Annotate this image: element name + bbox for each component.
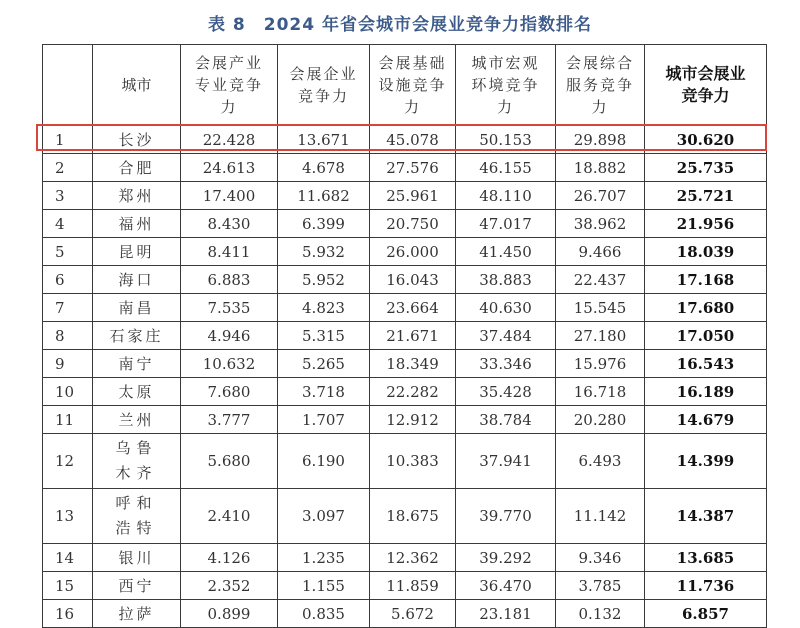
- infrastructure-cell: 21.671: [370, 322, 456, 350]
- infrastructure-cell: 27.576: [370, 154, 456, 182]
- city-competitiveness-cell: 21.956: [645, 210, 767, 238]
- industry-professional-cell: 3.777: [181, 406, 278, 434]
- city-cell: 南宁: [93, 350, 181, 378]
- enterprise-cell: 0.835: [278, 600, 370, 628]
- macro-environment-cell: 41.450: [456, 238, 556, 266]
- comprehensive-service-cell: 15.976: [556, 350, 645, 378]
- enterprise-cell: 5.315: [278, 322, 370, 350]
- enterprise-cell: 5.952: [278, 266, 370, 294]
- comprehensive-service-cell: 27.180: [556, 322, 645, 350]
- macro-environment-cell: 39.292: [456, 544, 556, 572]
- city-cell: 合肥: [93, 154, 181, 182]
- city-cell: 乌鲁木齐: [93, 434, 181, 489]
- rank-cell: 2: [43, 154, 93, 182]
- highlight-box: [36, 124, 767, 151]
- macro-environment-cell: 39.770: [456, 489, 556, 544]
- infrastructure-cell: 11.859: [370, 572, 456, 600]
- industry-professional-cell: 24.613: [181, 154, 278, 182]
- header-infrastructure-label: 会展基础设施竞争力: [378, 54, 447, 116]
- comprehensive-service-cell: 38.962: [556, 210, 645, 238]
- industry-professional-cell: 4.126: [181, 544, 278, 572]
- macro-environment-cell: 38.883: [456, 266, 556, 294]
- enterprise-cell: 11.682: [278, 182, 370, 210]
- table-row: [43, 572, 767, 600]
- city-cell: 石家庄: [93, 322, 181, 350]
- rank-cell: 16: [43, 600, 93, 628]
- enterprise-cell: 6.399: [278, 210, 370, 238]
- enterprise-cell: 1.235: [278, 544, 370, 572]
- enterprise-cell: 5.932: [278, 238, 370, 266]
- header-enterprise: [278, 45, 370, 126]
- city-competitiveness-cell: 14.679: [645, 406, 767, 434]
- enterprise-cell: 4.678: [278, 154, 370, 182]
- rank-cell: 10: [43, 378, 93, 406]
- infrastructure-cell: 16.043: [370, 266, 456, 294]
- macro-environment-cell: 40.630: [456, 294, 556, 322]
- industry-professional-cell: 22.428: [181, 126, 278, 154]
- header-rank: [43, 45, 93, 126]
- infrastructure-cell: 23.664: [370, 294, 456, 322]
- city-cell: 海口: [93, 266, 181, 294]
- enterprise-cell: 1.155: [278, 572, 370, 600]
- header-comprehensive-service-label: 会展综合服务竞争力: [565, 54, 634, 116]
- macro-environment-cell: 50.153: [456, 126, 556, 154]
- infrastructure-cell: 26.000: [370, 238, 456, 266]
- macro-environment-cell: 38.784: [456, 406, 556, 434]
- table-row: [43, 322, 767, 350]
- rank-cell: 1: [43, 126, 93, 154]
- table-row: [43, 544, 767, 572]
- rank-cell: 11: [43, 406, 93, 434]
- rank-cell: 14: [43, 544, 93, 572]
- infrastructure-cell: 18.675: [370, 489, 456, 544]
- rank-cell: 8: [43, 322, 93, 350]
- comprehensive-service-cell: 20.280: [556, 406, 645, 434]
- city-cell: 长沙: [93, 126, 181, 154]
- macro-environment-cell: 47.017: [456, 210, 556, 238]
- city-cell: 拉萨: [93, 600, 181, 628]
- city-competitiveness-cell: 16.189: [645, 378, 767, 406]
- city-competitiveness-cell: 18.039: [645, 238, 767, 266]
- rank-cell: 6: [43, 266, 93, 294]
- enterprise-cell: 13.671: [278, 126, 370, 154]
- industry-professional-cell: 4.946: [181, 322, 278, 350]
- table-row: [43, 182, 767, 210]
- comprehensive-service-cell: 9.466: [556, 238, 645, 266]
- table-row: [43, 378, 767, 406]
- table-row: [43, 266, 767, 294]
- header-industry-professional-label: 会展产业专业竞争力: [194, 54, 263, 116]
- macro-environment-cell: 46.155: [456, 154, 556, 182]
- table-row: [43, 434, 767, 489]
- header-city-label: 城市: [121, 76, 152, 94]
- rank-cell: 13: [43, 489, 93, 544]
- infrastructure-cell: 45.078: [370, 126, 456, 154]
- comprehensive-service-cell: 3.785: [556, 572, 645, 600]
- industry-professional-cell: 2.352: [181, 572, 278, 600]
- macro-environment-cell: 23.181: [456, 600, 556, 628]
- city-competitiveness-cell: 30.620: [645, 126, 767, 154]
- city-competitiveness-cell: 11.736: [645, 572, 767, 600]
- macro-environment-cell: 48.110: [456, 182, 556, 210]
- industry-professional-cell: 8.430: [181, 210, 278, 238]
- macro-environment-cell: 37.484: [456, 322, 556, 350]
- table-row: [43, 406, 767, 434]
- city-competitiveness-cell: 14.399: [645, 434, 767, 489]
- city-cell: 兰州: [93, 406, 181, 434]
- city-cell: 昆明: [93, 238, 181, 266]
- header-enterprise-label: 会展企业竞争力: [289, 65, 358, 105]
- table-row: [43, 238, 767, 266]
- comprehensive-service-cell: 9.346: [556, 544, 645, 572]
- industry-professional-cell: 5.680: [181, 434, 278, 489]
- comprehensive-service-cell: 15.545: [556, 294, 645, 322]
- table-row: [43, 294, 767, 322]
- city-cell: 呼和浩特: [93, 489, 181, 544]
- comprehensive-service-cell: 11.142: [556, 489, 645, 544]
- comprehensive-service-cell: 18.882: [556, 154, 645, 182]
- enterprise-cell: 3.097: [278, 489, 370, 544]
- macro-environment-cell: 35.428: [456, 378, 556, 406]
- industry-professional-cell: 7.535: [181, 294, 278, 322]
- city-cell: 西宁: [93, 572, 181, 600]
- industry-professional-cell: 0.899: [181, 600, 278, 628]
- header-macro-environment: [456, 45, 556, 126]
- industry-professional-cell: 8.411: [181, 238, 278, 266]
- city-competitiveness-cell: 13.685: [645, 544, 767, 572]
- infrastructure-cell: 25.961: [370, 182, 456, 210]
- city-cell: 福州: [93, 210, 181, 238]
- table-row: [43, 210, 767, 238]
- city-competitiveness-cell: 16.543: [645, 350, 767, 378]
- comprehensive-service-cell: 26.707: [556, 182, 645, 210]
- infrastructure-cell: 22.282: [370, 378, 456, 406]
- macro-environment-cell: 37.941: [456, 434, 556, 489]
- city-competitiveness-cell: 17.680: [645, 294, 767, 322]
- infrastructure-cell: 18.349: [370, 350, 456, 378]
- header-industry-professional: [181, 45, 278, 126]
- macro-environment-cell: 33.346: [456, 350, 556, 378]
- header-macro-environment-label: 城市宏观环境竞争力: [471, 54, 540, 116]
- infrastructure-cell: 12.362: [370, 544, 456, 572]
- enterprise-cell: 3.718: [278, 378, 370, 406]
- enterprise-cell: 4.823: [278, 294, 370, 322]
- rank-cell: 12: [43, 434, 93, 489]
- industry-professional-cell: 10.632: [181, 350, 278, 378]
- macro-environment-cell: 36.470: [456, 572, 556, 600]
- city-cell: 太原: [93, 378, 181, 406]
- city-competitiveness-cell: 17.168: [645, 266, 767, 294]
- header-row: [43, 45, 767, 126]
- header-infrastructure: [370, 45, 456, 126]
- industry-professional-cell: 2.410: [181, 489, 278, 544]
- city-competitiveness-cell: 14.387: [645, 489, 767, 544]
- rank-cell: 3: [43, 182, 93, 210]
- table-row: [43, 489, 767, 544]
- table-body: [43, 126, 767, 628]
- rank-cell: 4: [43, 210, 93, 238]
- infrastructure-cell: 5.672: [370, 600, 456, 628]
- header-city-competitiveness: [645, 45, 767, 126]
- comprehensive-service-cell: 29.898: [556, 126, 645, 154]
- rank-cell: 5: [43, 238, 93, 266]
- city-cell: 郑州: [93, 182, 181, 210]
- comprehensive-service-cell: 16.718: [556, 378, 645, 406]
- city-competitiveness-cell: 25.735: [645, 154, 767, 182]
- city-competitiveness-cell: 17.050: [645, 322, 767, 350]
- comprehensive-service-cell: 6.493: [556, 434, 645, 489]
- rank-cell: 7: [43, 294, 93, 322]
- rank-cell: 15: [43, 572, 93, 600]
- industry-professional-cell: 6.883: [181, 266, 278, 294]
- city-competitiveness-cell: 25.721: [645, 182, 767, 210]
- table-row: [43, 350, 767, 378]
- city-competitiveness-cell: 6.857: [645, 600, 767, 628]
- header-comprehensive-service: [556, 45, 645, 126]
- comprehensive-service-cell: 0.132: [556, 600, 645, 628]
- enterprise-cell: 1.707: [278, 406, 370, 434]
- table-title: 表 8 2024 年省会城市会展业竞争力指数排名: [208, 15, 592, 35]
- industry-professional-cell: 7.680: [181, 378, 278, 406]
- rank-cell: 9: [43, 350, 93, 378]
- infrastructure-cell: 20.750: [370, 210, 456, 238]
- comprehensive-service-cell: 22.437: [556, 266, 645, 294]
- table-row: [43, 600, 767, 628]
- header-city: [93, 45, 181, 126]
- city-cell: 南昌: [93, 294, 181, 322]
- industry-professional-cell: 17.400: [181, 182, 278, 210]
- infrastructure-cell: 10.383: [370, 434, 456, 489]
- city-cell: 银川: [93, 544, 181, 572]
- table-row: [43, 154, 767, 182]
- infrastructure-cell: 12.912: [370, 406, 456, 434]
- enterprise-cell: 6.190: [278, 434, 370, 489]
- header-city-competitiveness-label: 城市会展业竞争力: [665, 64, 746, 105]
- enterprise-cell: 5.265: [278, 350, 370, 378]
